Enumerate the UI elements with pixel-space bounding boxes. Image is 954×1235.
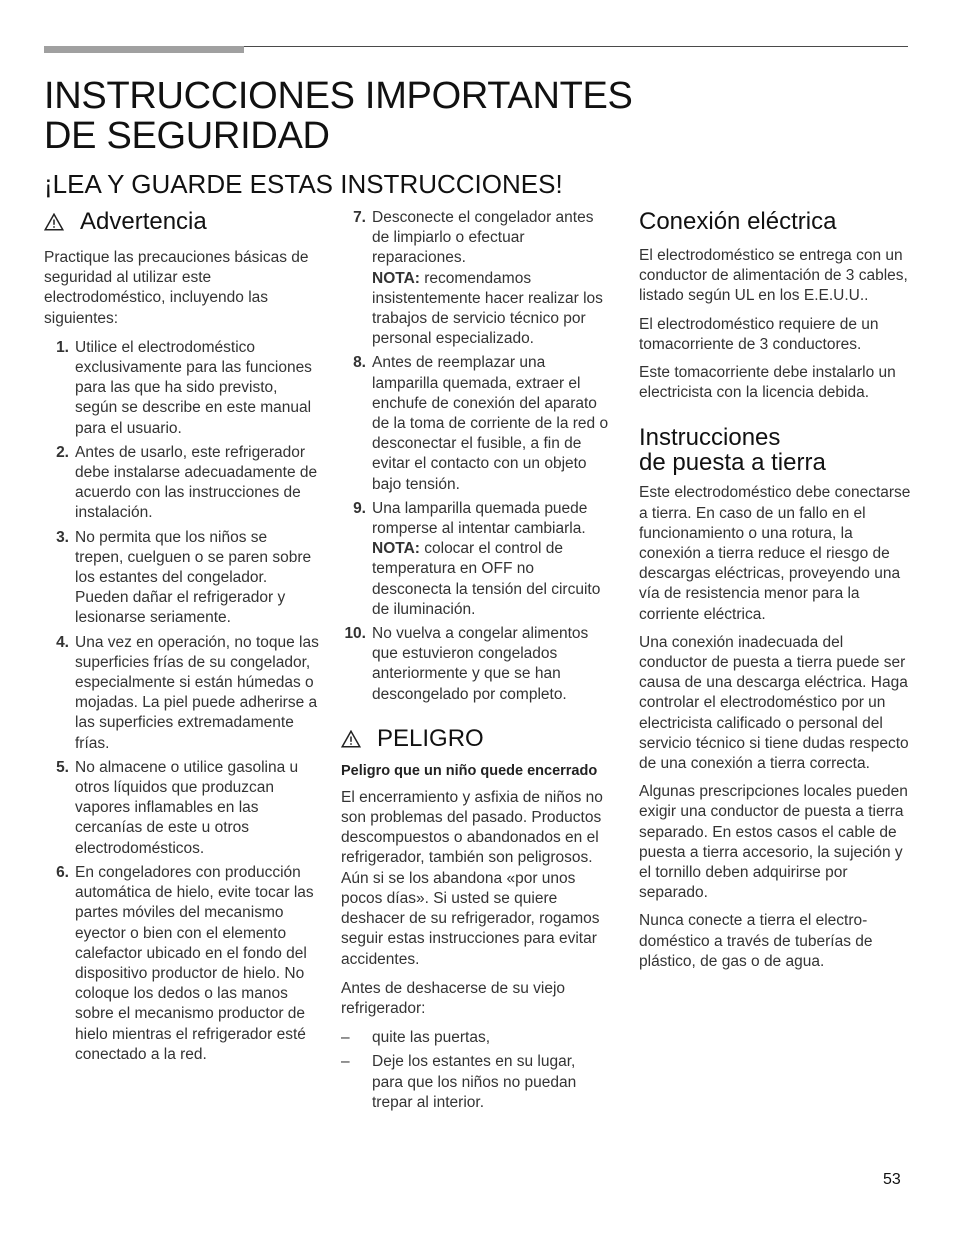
list-item (44, 758, 319, 859)
tierra-heading (639, 425, 914, 475)
item-number: 1. (56, 338, 69, 356)
peligro-list (341, 1028, 609, 1113)
item-number: 8. (353, 354, 366, 372)
conexion-paragraph: Este tomacorriente debe instalarlo un electricista con la licencia debida. (639, 364, 896, 402)
conexion-paragraph: El electrodoméstico se entrega con un conductor de alimentación de 3 cables, listado según UL en los E.E.U.U.. (639, 247, 908, 305)
item-number: 2. (56, 443, 69, 461)
item-text: No vuelva a congelar alimentos que estuvieron congelados anteriormente y que se han descongelado por completo. (372, 625, 589, 703)
list-item (44, 863, 319, 1065)
tierra-heading-line1: Instrucciones (639, 424, 781, 452)
item-text: No almacene o utilice gasolina u otros líquidos que produzcan vapores inflamables en las cercanías de este u otros electrodomésticos. (75, 758, 299, 857)
tierra-paragraph: Una conexión inadecuada del conductor de puesta a tierra puede ser causa de una descarga eléctrica. Haga controlar el electrodoméstico por un electricista calificado o personal del servicio técnico si tiene dudas respecto de una conexión a tierra correcta. (639, 633, 909, 773)
item-number: 10. (344, 625, 366, 643)
peligro-paragraph-1: El encerramiento y asfixia de niños no son problemas del pasado. Productos descompuestos o abandonados en el refrigerador, también son peligrosos. Aún si se los abandona «por unos pocos días». Si usted se quiere deshacer de su refrigerador, rogamos seguir estas instrucciones para evitar accidentes. (341, 788, 603, 968)
item-number: 7. (353, 209, 366, 226)
list-item (341, 1052, 609, 1113)
conexion-paragraph: El electrodoméstico requiere de un tomacorriente de 3 conductores. (639, 315, 879, 353)
peligro-heading (341, 725, 609, 755)
page-title-line2: DE SEGURIDAD (44, 115, 330, 157)
dash-marker: – (341, 1053, 350, 1071)
column-advertencia (44, 208, 319, 1069)
item-number: 9. (353, 499, 366, 517)
page-title (44, 76, 633, 156)
peligro-heading-text: PELIGRO (377, 724, 484, 752)
list-item (341, 1028, 609, 1048)
list-item (341, 208, 609, 349)
tierra-paragraph: Algunas prescripciones locales pueden exigir una conductor de puesta a tierra separado. En estos casos el cable de puesta a tierra accesorio, la sujeción y el tornillo deben adquirirse por separado. (639, 783, 908, 902)
tierra-paragraph: Este electrodoméstico debe conectarse a tierra. En caso de un fallo en el funcionamiento o una rotura, la conexión a tierra reduce el riesgo de descargas eléctricas, proveyendo una vía de resistencia menor para la corriente eléctrica. (639, 484, 911, 623)
list-item (44, 633, 319, 754)
top-rule-tab (44, 46, 244, 53)
item-text: En congeladores con producción automática de hielo, evite tocar las partes móviles del mecanismo eyector o bien con el elemento calefactor ubicado en el fondo del dispositivo productor de hielo. No coloque los dedos o las manos sobre el mecanismo productor de hielo mientras el refrigerador esté conectado a la red. (75, 863, 314, 1063)
advertencia-heading (44, 208, 319, 238)
column-middle (341, 208, 609, 1117)
note-text: colocar el control de temperatura en OFF no desconecta la tensión del circuito de iluminación. (372, 540, 601, 618)
item-number: 5. (56, 758, 69, 776)
list-item (341, 499, 609, 620)
item-text: Utilice el electrodoméstico exclusivamente para las funciones para las que ha sido previsto, según se describe en este manual para el usuario. (75, 338, 312, 437)
tierra-heading-line2: de puesta a tierra (639, 449, 826, 477)
item-text: Antes de reemplazar una lamparilla quemada, extraer el enchufe de conexión del aparato de la toma de corriente de la red o desconectar el fusible, a fin de evitar el contacto con un objeto bajo tensión. (372, 354, 609, 493)
item-text: Una vez en operación, no toque las superficies frías de su congelador, especialmente si están húmedas o mojadas. La piel puede adherirse a las superficies extremadamente frías. (75, 633, 319, 752)
item-text: Desconecte el congelador antes de limpiarlo o efectuar reparaciones. (372, 209, 594, 267)
item-text: No permita que los niños se trepen, cuelguen o se paren sobre los estantes del congelador. Pueden dañar el refrigerador y lesionarse seriamente. (75, 528, 312, 627)
list-item (44, 443, 319, 524)
page-subtitle: ¡LEA Y GUARDE ESTAS INSTRUCCIONES! (44, 169, 563, 199)
conexion-heading: Conexión eléctrica (639, 208, 837, 235)
item-number: 6. (56, 863, 69, 881)
item-number: 4. (56, 633, 69, 651)
item-number: 3. (56, 528, 69, 546)
note-label: NOTA: (372, 269, 420, 287)
column-electrica (639, 208, 914, 980)
note-label: NOTA: (372, 540, 420, 558)
peligro-subheading: Peligro que un niño quede encerrado (341, 762, 598, 779)
list-item (44, 338, 319, 439)
peligro-paragraph-2: Antes de deshacerse de su viejo refrigerador: (341, 979, 566, 1017)
item-text: quite las puertas, (372, 1029, 491, 1047)
item-text: Una lamparilla quemada puede romperse al intentar cambiarla. (372, 499, 588, 538)
page-title-line1: INSTRUCCIONES IMPORTANTES (44, 75, 633, 117)
dash-marker: – (341, 1029, 350, 1047)
page-number: 53 (883, 1171, 901, 1188)
list-item (341, 624, 609, 705)
advertencia-list (44, 338, 319, 1065)
warning-triangle-icon (341, 727, 361, 755)
item-text: Deje los estantes en su lugar, para que los niños no puedan trepar al interior. (372, 1053, 577, 1111)
advertencia-list-continued (341, 208, 609, 705)
tierra-paragraph: Nunca conecte a tierra el electro- doméstico a través de tuberías de plástico, de gas o de agua. (639, 912, 873, 970)
list-item (44, 528, 319, 629)
list-item (341, 353, 609, 494)
advertencia-intro: Practique las precauciones básicas de seguridad al utilizar este electrodoméstico, incluyendo las siguientes: (44, 249, 309, 327)
advertencia-heading-text: Advertencia (80, 208, 207, 235)
warning-triangle-icon (44, 210, 64, 238)
note-text: recomendamos insistentemente hacer realizar los trabajos de servicio técnico por personal especializado. (372, 269, 603, 348)
item-text: Antes de usarlo, este refrigerador debe instalarse adecuadamente de acuerdo con las instrucciones de instalación. (75, 443, 318, 522)
